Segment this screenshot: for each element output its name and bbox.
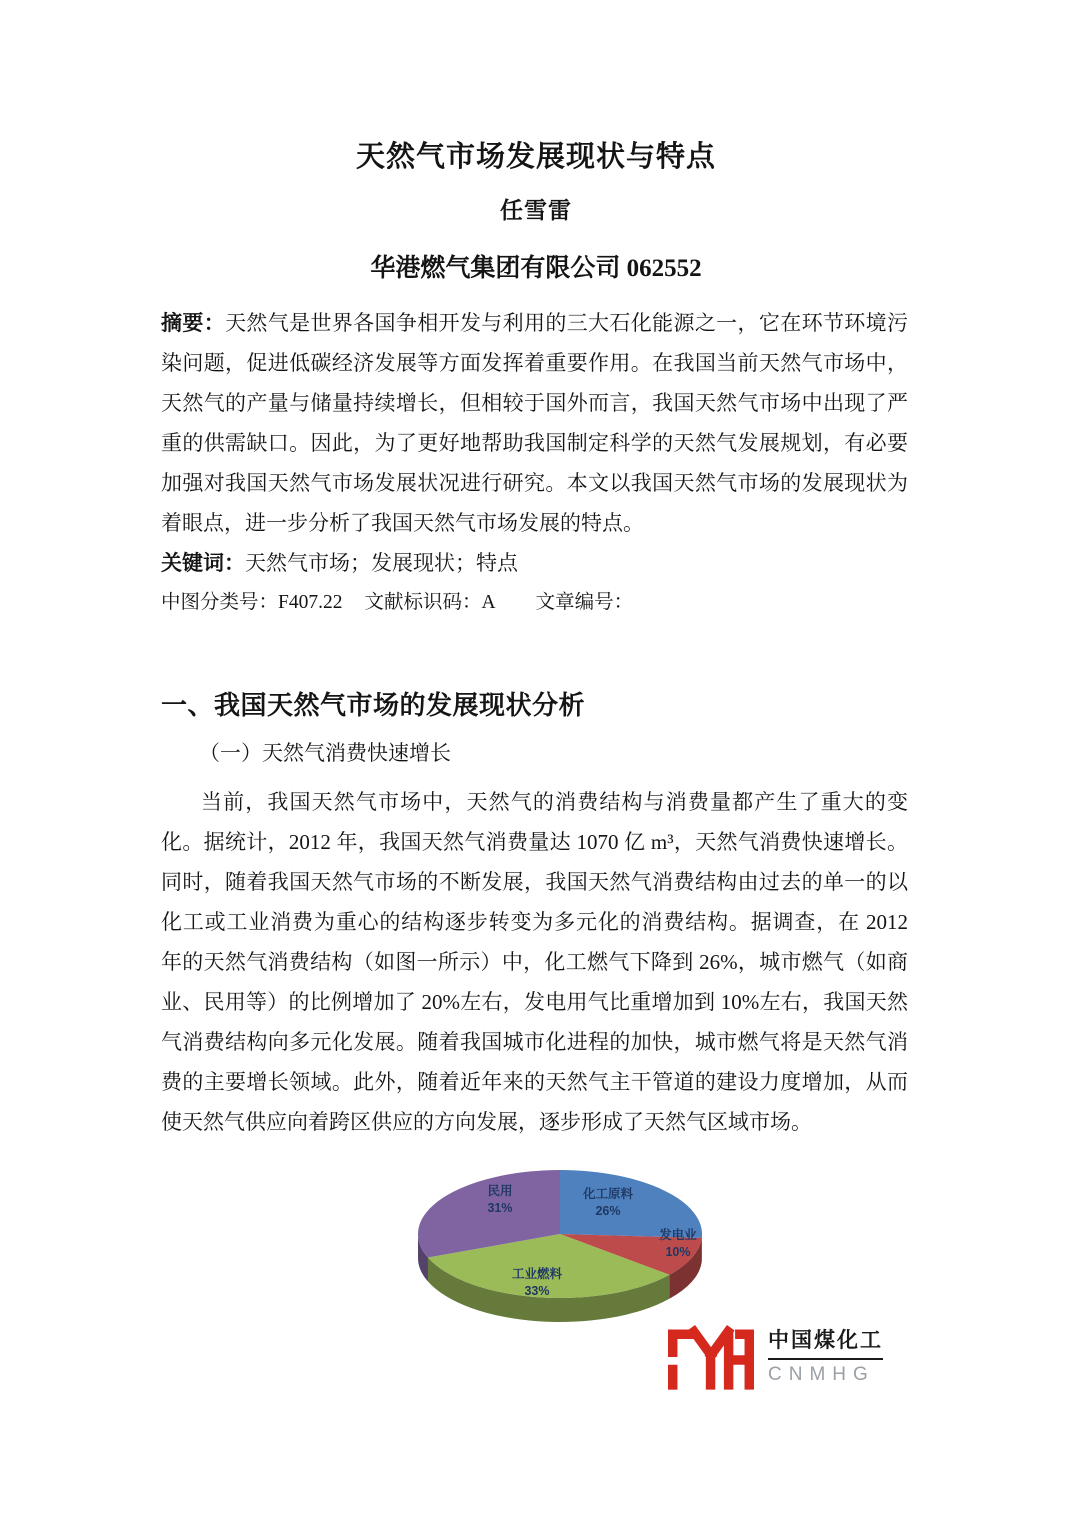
article-number: 文章编号： — [535, 592, 634, 613]
body-line: 当前，我国天然气市场中，天然气的消费结构与消费量都产生了重大的变 — [201, 790, 908, 814]
body-line: 业、民用等）的比例增加了 20%左右，发电用气比重增加到 10%左右，我国天然 — [161, 990, 908, 1014]
abstract-line: 重的供需缺口。因此，为了更好地帮助我国制定科学的天然气发展规划，有必要 — [161, 431, 908, 455]
body-line: 使天然气供应向着跨区供应的方向发展，逐步形成了天然气区域市场。 — [161, 1110, 812, 1134]
abstract-paragraph — [161, 343, 908, 543]
document-code: 文献标识码：A — [364, 592, 496, 613]
abstract-line: 染问题，促进低碳经济发展等方面发挥着重要作用。在我国当前天然气市场中， — [161, 351, 908, 375]
body-paragraph-block — [161, 782, 908, 1142]
abstract-line — [161, 303, 908, 343]
front-matter-block — [161, 303, 908, 623]
pie-slice-label-3 — [487, 1183, 512, 1217]
abstract-line: 加强对我国天然气市场发展状况进行研究。本文以我国天然气市场的发展现状为 — [161, 471, 908, 495]
pie-slice-name: 工业燃料 — [511, 1267, 563, 1281]
classification-line — [161, 583, 908, 623]
pie-slice-label-0 — [583, 1186, 633, 1220]
abstract-line: 着眼点，进一步分析了我国天然气市场发展的特点。 — [161, 511, 644, 535]
author-name: 任雪雷 — [500, 198, 572, 223]
pie-slice-percent: 10% — [665, 1245, 691, 1259]
body-line: 化工或工业消费为重心的结构逐步转变为多元化的消费结构。据调查，在 2012 — [161, 910, 908, 934]
body-line: 气消费结构向多元化发展。随着我国城市化进程的加快，城市燃气将是天然气消 — [161, 1030, 908, 1054]
pie-slice-percent: 33% — [524, 1284, 550, 1298]
keywords-line — [161, 543, 908, 583]
affiliation-line: 华港燃气集团有限公司 062552 — [370, 255, 702, 282]
abstract-label: 摘要： — [161, 311, 226, 335]
body-line: 费的主要增长领域。此外，随着近年来的天然气主干管道的建设力度增加，从而 — [161, 1070, 908, 1094]
body-line: 同时，随着我国天然气市场的不断发展，我国天然气消费结构由过去的单一的以 — [161, 870, 908, 894]
abstract-line-text: 天然气是世界各国争相开发与利用的三大石化能源之一，它在环节环境污 — [225, 311, 909, 335]
pie-slice-label-2 — [512, 1266, 562, 1300]
subsection-heading: （一）天然气消费快速增长 — [199, 741, 451, 765]
consumption-structure-pie-chart — [402, 1156, 762, 1352]
keywords-label: 关键词： — [161, 551, 245, 575]
pie-slice-percent: 31% — [487, 1201, 513, 1215]
pie-slice-name: 化工原料 — [582, 1187, 634, 1201]
pie-slice-label-1 — [659, 1227, 697, 1261]
pie-slice-percent: 26% — [595, 1204, 621, 1218]
section-heading: 一、我国天然气市场的发展现状分析 — [161, 690, 586, 720]
paper-title: 天然气市场发展现状与特点 — [355, 141, 716, 173]
body-paragraph — [161, 782, 908, 1142]
abstract-line: 天然气的产量与储量持续增长，但相较于国外而言，我国天然气市场中出现了严 — [161, 391, 908, 415]
classification-number: 中图分类号：F407.22 — [161, 592, 343, 613]
cnmhg-logo-latin: CNMHG — [768, 1364, 875, 1385]
pie-slice-name: 发电业 — [659, 1228, 697, 1242]
cnmhg-logo-chinese: 中国煤化工 — [768, 1328, 883, 1360]
cnmhg-logo-text — [768, 1328, 883, 1387]
body-line: 化。据统计，2012 年，我国天然气消费量达 1070 亿 m³，天然气消费快速增长。 — [161, 830, 908, 854]
cnmhg-logo-mark — [668, 1324, 754, 1390]
body-line: 年的天然气消费结构（如图一所示）中，化工燃气下降到 26%，城市燃气（如商 — [161, 950, 908, 974]
keywords-text: 天然气市场；发展现状；特点 — [245, 551, 518, 575]
pie-slice-name: 民用 — [487, 1184, 513, 1198]
cnmhg-logo — [668, 1324, 883, 1390]
